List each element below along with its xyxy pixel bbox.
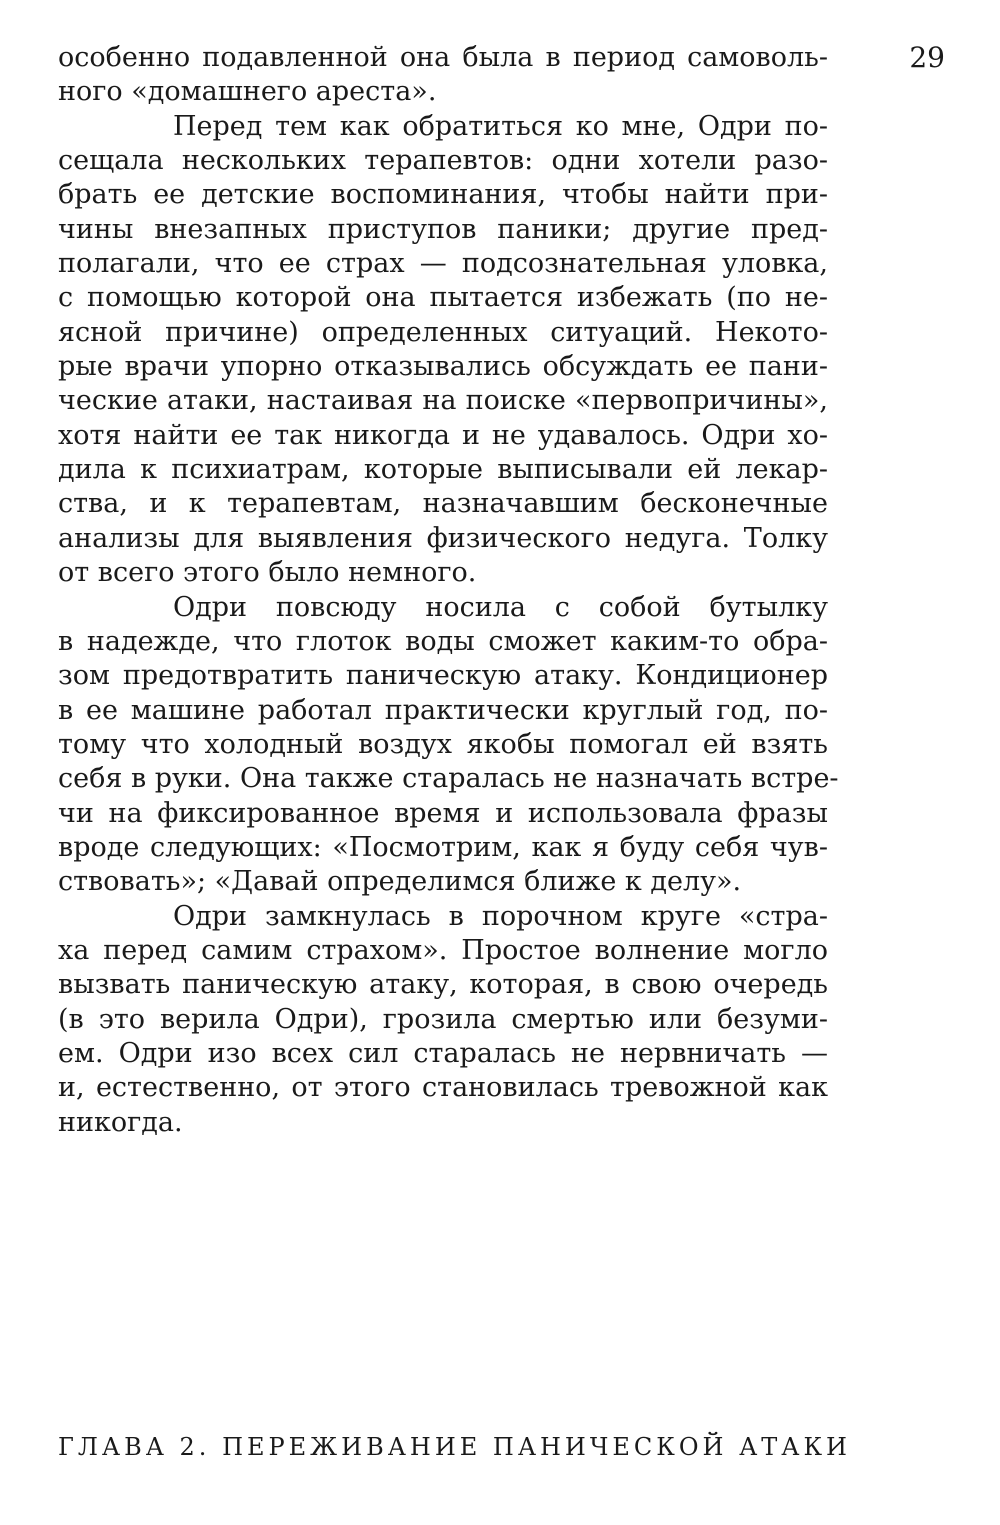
text-line: ного «домашнего ареста». — [58, 76, 437, 108]
page-number: 29 — [909, 41, 945, 74]
text-line: от всего этого было немного. — [58, 557, 477, 589]
text-line: вызвать паническую атаку, которая, в свою очередь — [58, 969, 828, 1001]
text-line: и, естественно, от этого становилась тревожной как — [58, 1072, 828, 1104]
text-line: (в это верила Одри), грозила смертью или безуми- — [58, 1003, 828, 1035]
text-line: ства, и к терапевтам, назначавшим бесконечные — [58, 488, 828, 520]
text-line: хотя найти ее так никогда и не удавалось. Одри хо- — [58, 419, 828, 451]
text-line: зом предотвратить паническую атаку. Кондиционер — [58, 660, 828, 692]
text-line: ствовать»; «Давай определимся ближе к делу». — [58, 866, 742, 898]
text-line: сещала нескольких терапевтов: одни хотели разо- — [58, 145, 828, 177]
text-line: никогда. — [58, 1106, 183, 1138]
text-line: Одри замкнулась в порочном круге «стра- — [173, 900, 828, 932]
text-line: чины внезапных приступов паники; другие пред- — [58, 213, 828, 245]
text-line: ясной причине) определенных ситуаций. Некото- — [58, 316, 828, 348]
text-line: в ее машине работал практически круглый год, по- — [58, 694, 828, 726]
text-line: анализы для выявления физического недуга. Толку — [58, 522, 828, 554]
text-line: с помощью которой она пытается избежать (по не- — [58, 282, 828, 314]
text-line: полагали, что ее страх — подсознательная уловка, — [58, 248, 828, 280]
text-line: чи на фиксированное время и использовала фразы — [58, 797, 828, 829]
text-line: брать ее детские воспоминания, чтобы найти при- — [58, 179, 828, 211]
text-line: тому что холодный воздух якобы помогал ей взять — [58, 728, 828, 760]
body-text — [58, 41, 839, 1140]
text-line: ха перед самим страхом». Простое волнение могло — [58, 934, 828, 966]
text-line: рые врачи упорно отказывались обсуждать ее пани- — [58, 351, 828, 383]
text-line: Одри повсюду носила с собой бутылку — [173, 591, 828, 623]
text-line: вроде следующих: «Посмотрим, как я буду себя чув- — [58, 831, 828, 863]
text-line: себя в руки. Она также старалась не назначать встре- — [58, 763, 839, 795]
text-line: ем. Одри изо всех сил старалась не нервничать — — [58, 1037, 828, 1069]
text-line: в надежде, что глоток воды сможет каким-то обра- — [58, 625, 828, 657]
text-line: Перед тем как обратиться ко мне, Одри по- — [173, 110, 828, 142]
text-line: ческие атаки, настаивая на поиске «первопричины», — [58, 385, 828, 417]
text-line: дила к психиатрам, которые выписывали ей лекар- — [58, 454, 828, 486]
text-line: особенно подавленной она была в период самоволь- — [58, 42, 828, 73]
running-footer: ГЛАВА 2. ПЕРЕЖИВАНИЕ ПАНИЧЕСКОЙ АТАКИ — [58, 1433, 851, 1461]
